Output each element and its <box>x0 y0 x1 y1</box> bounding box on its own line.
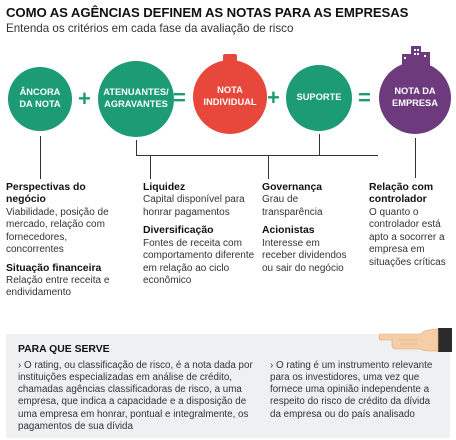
col3-text-2: Interesse em receber dividendos ou sair do negócio <box>262 237 347 274</box>
col1-heading-1: Perspectivas do negócio <box>6 182 86 206</box>
box-left-text: › O rating, ou classificação de risco, é a nota dada por instituições especializadas em análise de crédito, chamadas agências classificadoras de risco, a uma empresa, que indica a capacidade e a disposição de uma empresa em honrar, pontual e integralmente, os pagamentos de sua dívida <box>18 360 253 432</box>
connector-suporte <box>319 134 320 156</box>
node-atenuantes-line1: ATENUANTES/ <box>103 87 169 98</box>
node-atenuantes-line2: AGRAVANTES <box>104 99 168 109</box>
connector-empresa <box>415 138 416 178</box>
node-ancora-line2: DA NOTA <box>19 99 61 109</box>
column-atenuantes-a <box>143 182 255 287</box>
page-title: COMO AS AGÊNCIAS DEFINEM AS NOTAS PARA AS EMPRESAS <box>6 5 409 20</box>
pointing-hand-icon <box>378 325 454 355</box>
plus-operator-2: + <box>267 85 280 110</box>
box-heading: PARA QUE SERVE <box>18 344 110 355</box>
col2-heading-1: Liquidez <box>143 182 186 193</box>
connector-col3 <box>268 155 269 179</box>
page-subtitle: Entenda os critérios em cada fase da avaliação de risco <box>6 22 294 35</box>
col3-text-1: Grau de transparência <box>262 194 323 218</box>
equals-operator-1: = <box>173 85 186 110</box>
col2-text-2: Fontes de receita com comportamento diferente em relação ao ciclo econômico <box>143 237 255 286</box>
node-suporte <box>286 65 352 131</box>
connector-ancora-down <box>40 155 41 179</box>
connector-atenuantes-horizontal <box>136 155 378 156</box>
col2-text-1: Capital disponível para honrar pagamentos <box>143 194 245 218</box>
col1-heading-2: Situação financeira <box>6 262 102 274</box>
node-nota-da-empresa <box>379 62 451 134</box>
col2-heading-2: Diversificação <box>143 225 214 237</box>
col3-heading-2: Acionistas <box>262 225 315 237</box>
node-nota-empresa-line1: NOTA DA <box>394 86 436 97</box>
node-nota-individual-line1: NOTA <box>217 85 243 96</box>
plus-operator-1: + <box>78 86 91 111</box>
equals-operator-2: = <box>358 85 371 110</box>
node-nota-individual <box>193 60 267 134</box>
box-right-text: › O rating é um instrumento relevante para os investidores, uma vez que fornece uma opinião independente a respeito do risco de crédito da dívida da empresa ou do país analisado <box>270 360 433 420</box>
node-nota-empresa-line2: EMPRESA <box>392 98 438 108</box>
column-atenuantes-b <box>262 182 350 275</box>
col3-heading-1: Governança <box>262 182 323 193</box>
node-ancora-line1: ÂNCORA <box>19 87 61 98</box>
column-suporte <box>369 182 453 269</box>
node-suporte-line1: SUPORTE <box>296 92 342 103</box>
connector-ancora <box>40 136 41 156</box>
connector-atenuantes <box>136 140 137 156</box>
node-atenuantes-agravantes <box>98 61 174 137</box>
column-ancora <box>6 182 118 300</box>
connector-col2 <box>150 155 151 179</box>
col1-text-1: Viabilidade, posição de mercado, relação com fornecedores, concorrentes <box>6 206 109 256</box>
col4-heading-1: Relação com controlador <box>369 182 434 206</box>
node-ancora-da-nota <box>8 67 72 131</box>
node-nota-individual-line2: INDIVIDUAL <box>203 97 257 107</box>
col1-text-2: Relação entre receita e endividamento <box>6 275 110 299</box>
col4-text-1: O quanto o controlador está apto a socorrer a empresa em situações críticas <box>369 206 446 268</box>
